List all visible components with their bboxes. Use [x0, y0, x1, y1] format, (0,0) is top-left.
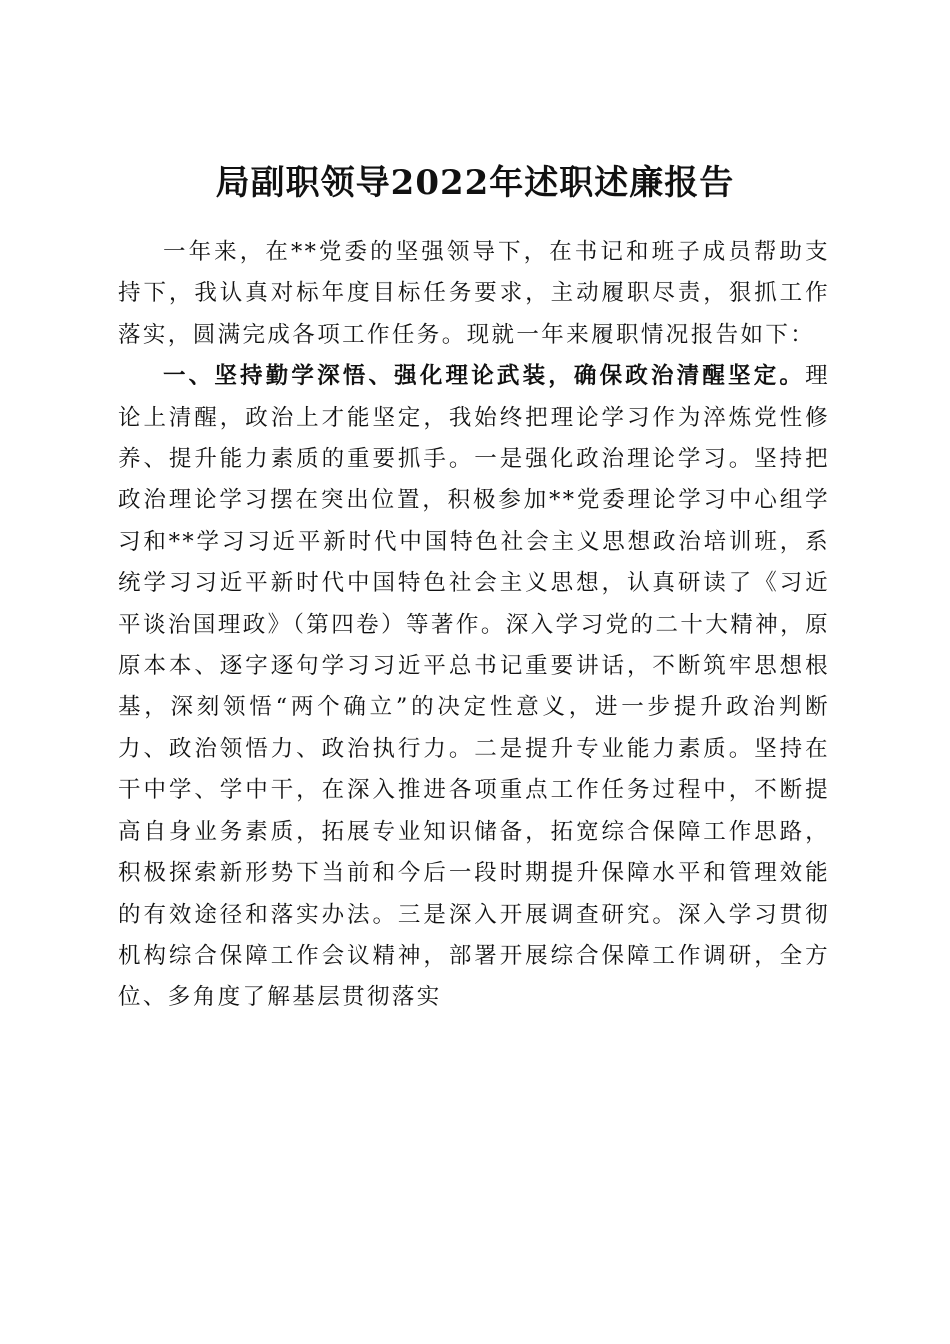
section-1-body: 理论上清醒，政治上才能坚定，我始终把理论学习作为淬炼党性修养、提升能力素质的重要抓手。一是强化政治理论学习。坚持把政治理论学习摆在突出位置，积极参加**党委理论学习中心组学习和**学习习近平新时代中国特色社会主义思想政治培训班，系统学习习近平新时代中国特色社会主义思想，认真研读了《习近平谈治国理政》（第四卷）等著作。深入学习党的二十大精神，原原本本、逐字逐句学习习近平总书记重要讲话，不断筑牢思想根基，深刻领悟“两个确立”的决定性意义，进一步提升政治判断力、政治领悟力、政治执行力。二是提升专业能力素质。坚持在干中学、学中干，在深入推进各项重点工作任务过程中，不断提高自身业务素质，拓展专业知识储备，拓宽综合保障工作思路，积极探索新形势下当前和今后一段时期提升保障水平和管理效能的有效途径和落实办法。三是深入开展调查研究。深入学习贯彻机构综合保障工作会议精神，部署开展综合保障工作调研，全方位、多角度了解基层贯彻落实 — [118, 363, 830, 1011]
document-title: 局副职领导2022年述职述廉报告 — [215, 162, 735, 203]
intro-paragraph: 一年来，在**党委的坚强领导下，在书记和班子成员帮助支持下，我认真对标年度目标任务要求，主动履职尽责，狠抓工作落实，圆满完成各项工作任务。现就一年来履职情况报告如下： — [118, 239, 830, 348]
document-body — [118, 232, 830, 1019]
section-1-paragraph — [118, 356, 830, 1019]
section-1-heading: 一、坚持勤学深悟、强化理论武装，确保政治清醒坚定。 — [163, 363, 806, 390]
